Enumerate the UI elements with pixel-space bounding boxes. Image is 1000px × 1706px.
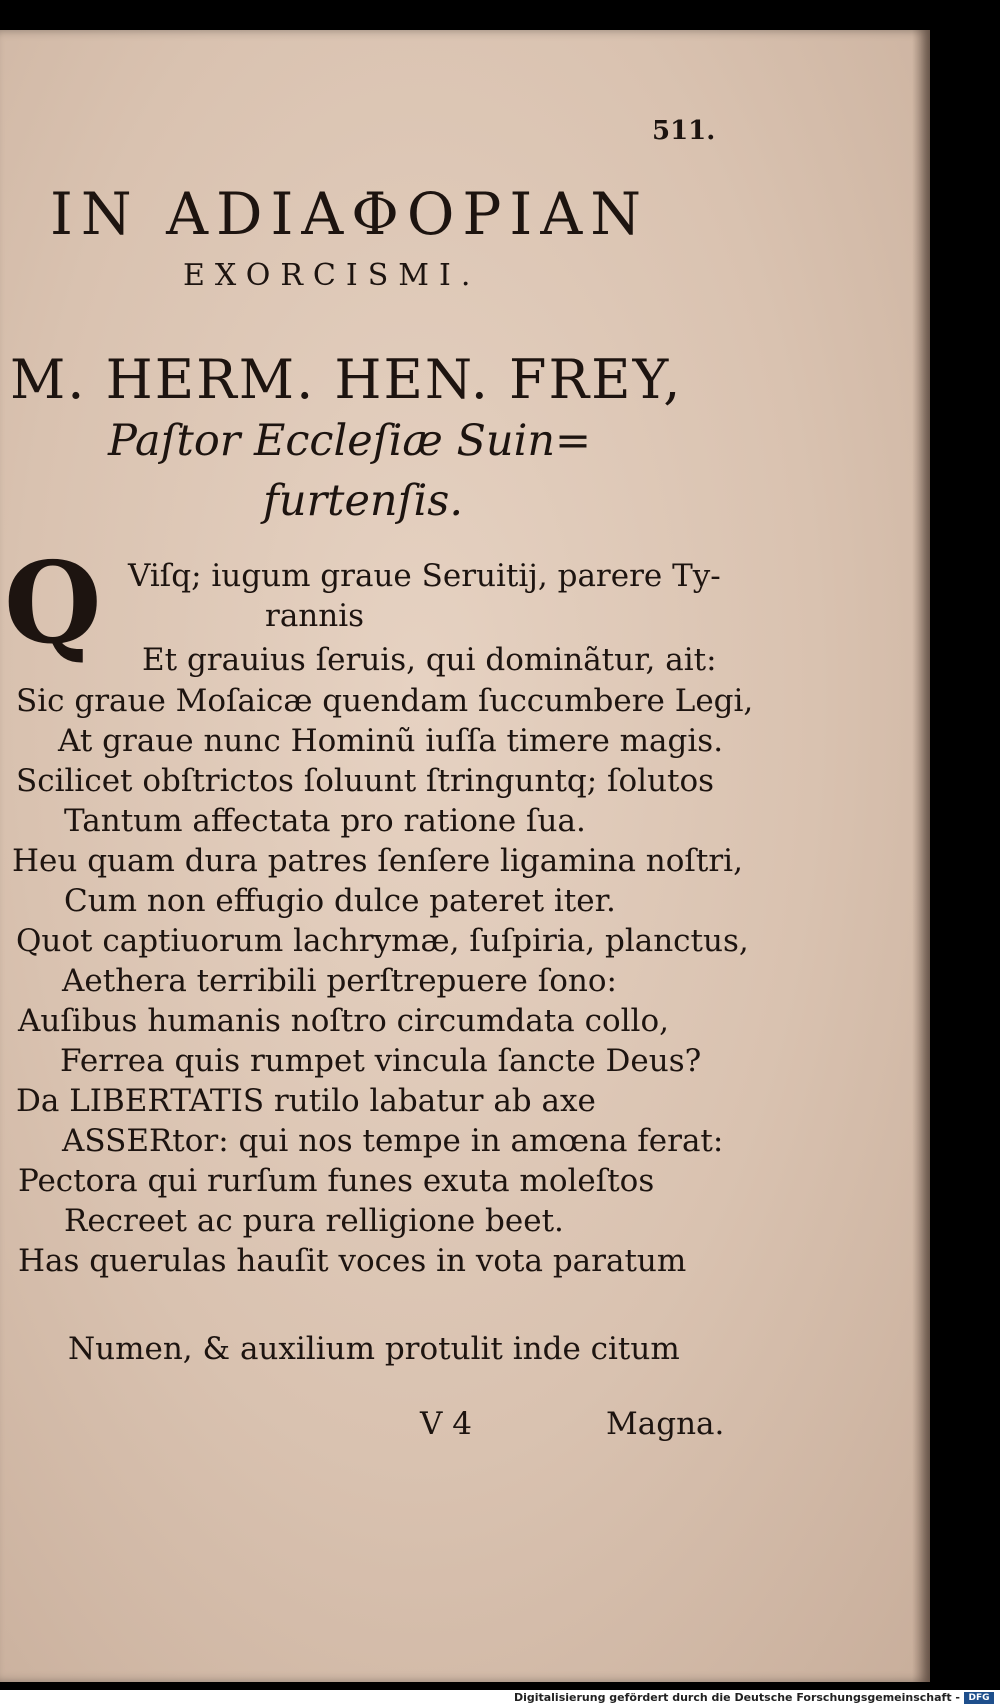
poem-line: At graue nunc Hominũ iuſſa timere magis. <box>58 723 724 759</box>
catchword: Magna. <box>606 1406 725 1442</box>
poem-line: Cum non effugio dulce pateret iter. <box>64 883 616 919</box>
page-edge-shadow <box>912 30 930 1682</box>
poem-line: ASSERtor: qui nos tempe in amœna ferat: <box>62 1123 724 1159</box>
poem-line: rannis <box>265 598 365 634</box>
poem-line: Sic graue Moſaicæ quendam ſuccumbere Legi, <box>16 683 754 719</box>
poem-line: Recreet ac pura relligione beet. <box>64 1203 564 1239</box>
poem-line: Auſibus humanis noſtro circumdata collo, <box>18 1003 669 1039</box>
book-page <box>0 30 930 1682</box>
signature-mark: V 4 <box>420 1406 472 1442</box>
poem-line: Heu quam dura patres ſenſere ligamina noſtri, <box>12 843 743 879</box>
poem-line: Numen, & auxilium protulit inde citum <box>68 1331 680 1367</box>
author-affiliation-line-1: Paſtor Eccleſiæ Suin= <box>108 416 592 466</box>
footer-credit: Digitalisierung gefördert durch die Deutsche Forschungsgemeinschaft - <box>513 1691 960 1704</box>
poem-line: Quot captiuorum lachrymæ, ſuſpiria, planctus, <box>16 923 749 959</box>
drop-cap: Q <box>4 538 102 669</box>
poem-line: Scilicet obſtrictos ſoluunt ſtringuntq; ſolutos <box>16 763 715 799</box>
poem-line: Ferrea quis rumpet vincula ſancte Deus? <box>60 1043 702 1079</box>
poem-line: Tantum affectata pro ratione ſua. <box>64 803 586 839</box>
poem-line: Da LIBERTATIS rutilo labatur ab axe <box>16 1083 596 1119</box>
poem-line: Pectora qui rurſum funes exuta moleſtos <box>18 1163 655 1199</box>
poem-line: Has querulas hauſit voces in vota paratum <box>18 1243 687 1279</box>
poem-line: Et grauius ſeruis, qui dominãtur, ait: <box>142 642 717 678</box>
poem-line: Aethera terribili perſtrepuere ſono: <box>62 963 617 999</box>
page-number: 511. <box>652 116 716 146</box>
author-name: M. HERM. HEN. FREY, <box>10 348 683 411</box>
author-affiliation-line-2: furtenſis. <box>263 476 463 526</box>
dfg-logo: DFG <box>964 1692 994 1704</box>
section-title: IN ADIAΦOPIAN <box>50 180 649 248</box>
poem-line: Viſq; iugum graue Seruitij, parere Ty- <box>128 558 721 594</box>
section-subtitle: EXORCISMI. <box>183 258 481 293</box>
